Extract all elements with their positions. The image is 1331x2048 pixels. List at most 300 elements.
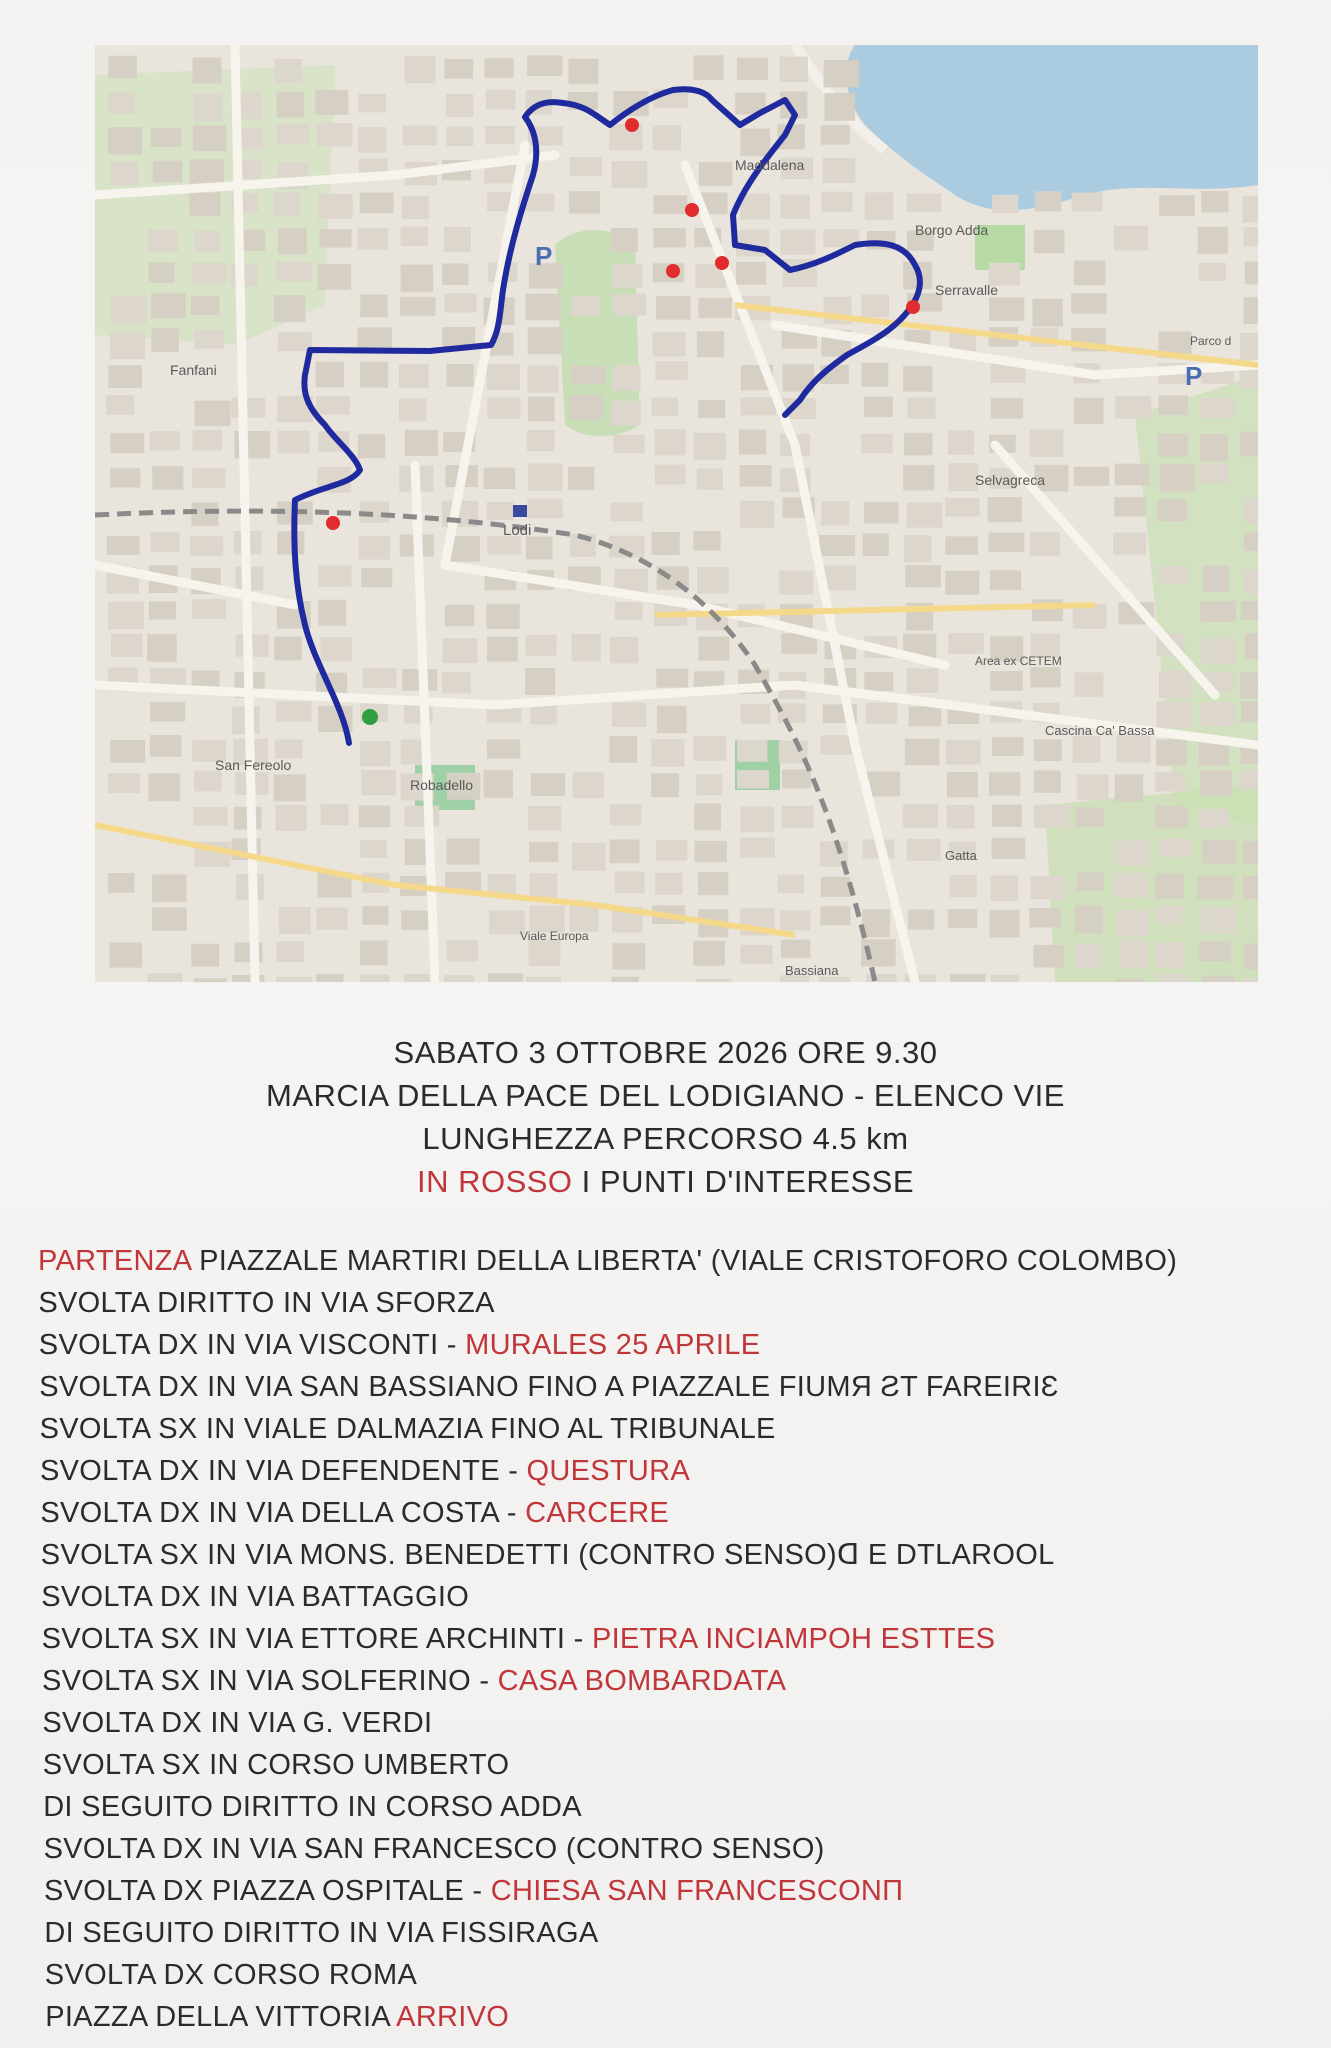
city-block	[1201, 639, 1236, 664]
city-block	[1200, 398, 1234, 417]
city-block	[866, 703, 897, 724]
city-block	[1243, 841, 1258, 864]
route-step	[39, 1324, 1318, 1366]
city-block	[572, 296, 600, 316]
route-step-red-suffix: CASA BOMBARDATA	[497, 1665, 787, 1697]
city-block	[697, 331, 724, 357]
city-block	[110, 468, 140, 487]
city-block	[1114, 841, 1149, 866]
city-block	[782, 769, 811, 788]
city-block	[1034, 805, 1070, 828]
city-block	[108, 365, 142, 388]
city-block	[152, 466, 183, 489]
city-block	[274, 59, 302, 83]
city-block	[1158, 434, 1188, 457]
city-block	[655, 465, 686, 485]
city-block	[190, 536, 223, 556]
city-block	[402, 196, 429, 219]
city-block	[990, 570, 1021, 590]
city-block	[693, 531, 720, 551]
city-block	[401, 265, 433, 293]
city-block	[1159, 396, 1188, 416]
city-block	[358, 434, 385, 458]
city-block	[866, 974, 896, 982]
city-block	[1242, 978, 1258, 982]
city-block	[782, 806, 814, 828]
city-block	[358, 94, 386, 112]
city-block	[318, 194, 353, 219]
route-step	[42, 1660, 1318, 1702]
city-block	[358, 228, 388, 250]
city-block	[399, 398, 426, 421]
city-block	[358, 127, 386, 152]
city-block	[656, 296, 690, 320]
city-block	[444, 227, 471, 252]
route-step	[41, 1534, 1318, 1576]
route-step-text: SVOLTA SX IN VIA MONS. BENEDETTI (CONTRO SENSO)ꓷ E DTLAROOL	[40, 1539, 1055, 1571]
city-block	[191, 263, 226, 283]
city-block	[612, 703, 646, 727]
city-block	[1114, 873, 1147, 898]
city-block	[1156, 906, 1182, 924]
city-block	[1071, 293, 1106, 313]
city-block	[321, 804, 349, 825]
city-block	[861, 294, 889, 317]
city-block	[1202, 907, 1237, 933]
city-block	[399, 364, 429, 388]
city-block	[108, 773, 140, 793]
legend-red-label: IN ROSSO	[416, 1164, 573, 1199]
city-block	[1029, 908, 1061, 927]
city-block	[1244, 570, 1258, 595]
city-block	[525, 193, 554, 211]
city-block	[107, 536, 140, 555]
city-block	[572, 634, 601, 661]
city-block	[1157, 701, 1192, 728]
city-block	[315, 90, 348, 115]
city-block	[613, 294, 647, 315]
city-block	[1117, 910, 1148, 936]
city-block	[694, 803, 721, 830]
city-block	[444, 59, 473, 79]
city-block	[1245, 262, 1258, 285]
city-block	[991, 398, 1023, 418]
parking-icon: P	[535, 241, 553, 271]
map-label: Bassiana	[785, 963, 839, 978]
city-block	[615, 602, 643, 620]
route-step-red-suffix: ARRIVO	[396, 2001, 510, 2033]
city-block	[361, 568, 392, 587]
route-step-text: SVOLTA DX IN VIA SAN FRANCESCO (CONTRO SENSO)	[43, 1833, 825, 1865]
city-block	[192, 430, 222, 451]
route-step-text: SVOLTA DX IN VIA VISCONTI -	[38, 1329, 466, 1361]
city-block	[737, 740, 767, 762]
city-block	[530, 873, 558, 900]
city-block	[108, 127, 142, 154]
city-block	[149, 263, 175, 283]
city-block	[109, 92, 135, 113]
city-block	[821, 877, 851, 897]
route-step-text: DI SEGUITO DIRITTO IN VIA FISSIRAGA	[44, 1917, 599, 1949]
city-block	[445, 293, 477, 312]
city-block	[907, 668, 938, 693]
city-block	[231, 398, 265, 418]
city-block	[111, 634, 142, 657]
city-block	[527, 366, 558, 393]
route-step-text: SVOLTA SX IN VIA ETTORE ARCHINTI -	[41, 1623, 592, 1655]
city-block	[780, 57, 808, 82]
city-block	[1245, 499, 1258, 524]
city-block	[447, 839, 480, 865]
city-block	[148, 773, 180, 801]
poi-carcere	[685, 203, 699, 217]
city-block	[110, 161, 139, 185]
city-block	[1034, 770, 1061, 792]
city-block	[447, 364, 474, 387]
city-block	[150, 431, 180, 450]
city-block	[610, 804, 641, 825]
city-block	[484, 770, 513, 798]
city-block	[277, 92, 304, 118]
route-step-red-suffix: CHIESA SAN FRANCESCONП	[490, 1875, 904, 1907]
city-block	[151, 128, 181, 147]
city-block	[698, 400, 725, 418]
city-block	[612, 943, 645, 969]
city-block	[444, 975, 474, 982]
city-block	[1240, 672, 1258, 698]
city-block	[277, 262, 312, 282]
city-block	[1115, 774, 1144, 801]
city-block	[904, 535, 931, 562]
city-block	[152, 874, 186, 902]
city-block	[276, 977, 312, 982]
city-block	[150, 735, 182, 757]
route-step-text: SVOLTA DX PIAZZA OSPITALE -	[44, 1875, 491, 1907]
city-block	[697, 567, 729, 593]
city-block	[526, 977, 561, 982]
route-step-text: PIAZZA DELLA VITTORIA	[45, 2001, 397, 2033]
city-block	[819, 535, 855, 556]
city-block	[1199, 263, 1226, 281]
city-block	[527, 499, 562, 519]
city-block	[360, 193, 394, 214]
city-block	[1241, 601, 1258, 620]
map-label: San Fereolo	[215, 757, 292, 773]
route-step	[38, 1240, 1318, 1282]
city-block	[149, 601, 176, 619]
city-block	[1030, 532, 1060, 556]
city-block	[1242, 196, 1258, 223]
city-block	[945, 498, 979, 516]
city-block	[274, 193, 301, 215]
city-block	[778, 875, 804, 894]
city-block	[191, 296, 219, 315]
city-block	[698, 872, 728, 895]
route-step-red-prefix: PARTENZA	[38, 1245, 191, 1277]
city-block	[573, 772, 604, 798]
city-block	[696, 979, 731, 982]
city-block	[487, 637, 518, 662]
city-block	[1240, 770, 1258, 790]
city-block	[317, 123, 353, 146]
city-block	[528, 939, 560, 966]
city-block	[824, 93, 855, 121]
city-block	[693, 941, 725, 966]
city-block	[190, 159, 224, 184]
city-block	[194, 771, 222, 792]
city-block	[948, 909, 977, 928]
city-block	[1245, 943, 1258, 969]
city-block	[275, 739, 303, 758]
city-block	[1077, 873, 1104, 891]
city-block	[111, 296, 147, 323]
poi-casa-bombardata	[715, 256, 729, 270]
city-block	[862, 909, 890, 937]
city-block	[610, 637, 638, 664]
city-block	[610, 502, 642, 521]
city-block	[1115, 464, 1150, 486]
city-block	[740, 837, 775, 857]
city-block	[612, 977, 639, 982]
city-block	[527, 55, 562, 75]
city-block	[486, 604, 519, 629]
city-block	[945, 536, 978, 554]
city-block	[1077, 774, 1109, 800]
city-block	[945, 571, 979, 595]
city-block	[1075, 944, 1102, 969]
city-block	[1159, 195, 1194, 216]
city-block	[359, 806, 390, 828]
city-block	[821, 125, 850, 145]
city-block	[1115, 396, 1151, 419]
city-block	[1240, 431, 1258, 456]
city-block	[487, 364, 520, 390]
city-block	[907, 397, 935, 418]
route-step	[43, 1744, 1318, 1786]
city-block	[110, 331, 145, 359]
city-block	[277, 941, 304, 962]
city-block	[613, 435, 644, 453]
city-block	[821, 735, 853, 755]
city-block	[319, 229, 351, 247]
city-block	[570, 905, 599, 931]
city-block	[1155, 873, 1183, 898]
city-block	[903, 465, 934, 490]
city-block	[153, 161, 182, 182]
city-block	[655, 429, 686, 455]
city-block	[442, 264, 468, 285]
city-block	[1157, 499, 1186, 521]
route-step-red-suffix: CARCERE	[525, 1497, 670, 1529]
city-block	[446, 94, 473, 117]
city-block	[1119, 940, 1148, 968]
city-block	[318, 566, 351, 587]
city-block	[443, 638, 477, 663]
city-block	[193, 57, 222, 83]
city-block	[948, 463, 978, 491]
city-block	[612, 161, 648, 188]
city-block	[1035, 191, 1061, 211]
route-steps-list	[38, 1240, 1318, 2038]
city-block	[569, 191, 600, 213]
city-block	[1034, 230, 1065, 253]
city-block	[1032, 599, 1063, 621]
city-block	[487, 502, 514, 520]
city-block	[1202, 975, 1234, 982]
route-step	[43, 1786, 1318, 1828]
city-block	[1030, 876, 1066, 899]
city-block	[528, 327, 563, 354]
city-block	[1155, 806, 1187, 829]
city-block	[990, 910, 1020, 938]
city-block	[191, 944, 219, 967]
city-block	[1074, 467, 1109, 486]
route-step-red-suffix: QUESTURA	[526, 1455, 691, 1487]
route-length: LUNGHEZZA PERCORSO 4.5 km	[422, 1121, 909, 1156]
route-step	[41, 1576, 1318, 1618]
city-block	[1033, 945, 1064, 968]
city-block	[360, 974, 389, 982]
city-block	[1160, 838, 1192, 857]
city-block	[316, 396, 350, 415]
city-block	[903, 804, 938, 828]
city-block	[864, 397, 893, 418]
city-block	[320, 637, 352, 661]
route-step	[40, 1408, 1318, 1450]
city-block	[277, 124, 310, 144]
map-label: Area ex CETEM	[975, 654, 1062, 668]
map-label: Robadello	[410, 777, 474, 793]
city-block	[740, 945, 772, 964]
city-block	[865, 192, 893, 219]
city-block	[778, 703, 806, 722]
city-block	[905, 739, 939, 765]
city-block	[908, 910, 934, 930]
route-step-red-suffix: PIETRA INCIAMPOH ESTTES	[591, 1623, 996, 1655]
city-block	[572, 843, 606, 871]
city-block	[189, 193, 220, 216]
city-block	[992, 805, 1022, 827]
city-block	[360, 362, 388, 388]
city-block	[531, 773, 565, 796]
route-step-text: DI SEGUITO DIRITTO IN CORSO ADDA	[43, 1791, 582, 1823]
city-block	[1241, 701, 1258, 722]
city-block	[278, 228, 307, 254]
map-label: Viale Europa	[520, 929, 589, 943]
city-block	[741, 704, 770, 724]
city-block	[820, 906, 850, 925]
city-block	[861, 434, 892, 453]
city-block	[1158, 566, 1189, 584]
city-block	[989, 297, 1024, 320]
city-block	[194, 978, 227, 982]
route-step	[45, 1996, 1318, 2038]
city-block	[652, 532, 680, 555]
city-block	[273, 774, 305, 801]
map-label: Fanfani	[170, 362, 217, 378]
city-block	[903, 366, 932, 392]
legend-line	[0, 1164, 1331, 1200]
city-block	[401, 226, 429, 245]
city-block	[609, 736, 637, 763]
city-block	[446, 126, 473, 146]
city-block	[988, 497, 1022, 522]
city-block	[446, 940, 477, 962]
city-block	[192, 468, 225, 489]
city-block	[405, 56, 435, 84]
city-block	[195, 401, 231, 426]
city-block	[527, 430, 554, 451]
city-block	[401, 911, 431, 930]
city-block	[992, 195, 1018, 213]
city-block	[1072, 193, 1103, 212]
city-block	[947, 772, 978, 797]
city-block	[191, 503, 218, 526]
city-block	[909, 706, 942, 726]
city-block	[570, 157, 602, 176]
city-block	[651, 773, 679, 797]
city-block	[277, 531, 304, 554]
city-block	[149, 230, 178, 252]
city-block	[152, 907, 187, 930]
city-block	[615, 871, 645, 893]
city-block	[1076, 808, 1104, 827]
city-block	[148, 973, 183, 982]
city-block	[1030, 429, 1064, 457]
city-block	[1244, 297, 1258, 324]
start-point	[362, 709, 378, 725]
city-block	[740, 193, 770, 219]
map-label: Serravalle	[935, 282, 999, 298]
city-block	[698, 298, 732, 318]
city-block	[571, 366, 606, 385]
city-block	[528, 397, 555, 422]
city-block	[656, 840, 688, 860]
city-block	[907, 193, 941, 212]
event-title: MARCIA DELLA PACE DEL LODIGIANO - ELENCO VIE	[266, 1078, 1065, 1113]
city-block	[653, 125, 681, 150]
city-block	[905, 565, 941, 587]
city-block	[1075, 905, 1103, 933]
city-block	[699, 637, 730, 661]
city-block	[780, 230, 815, 255]
city-block	[947, 805, 975, 829]
city-block	[991, 975, 1019, 982]
city-block	[697, 469, 723, 490]
city-block	[484, 468, 516, 489]
city-block	[110, 740, 145, 762]
city-block	[737, 770, 769, 788]
city-block	[823, 158, 856, 183]
city-block	[316, 362, 344, 388]
city-block	[610, 840, 640, 864]
route-step-text: PIAZZALE MARTIRI DELLA LIBERTA' (VIALE CRISTOFORO COLOMBO)	[190, 1245, 1178, 1277]
city-block	[1156, 739, 1187, 765]
city-block	[195, 231, 221, 252]
city-block	[904, 433, 933, 455]
city-block	[486, 89, 516, 109]
city-block	[488, 973, 523, 982]
city-block	[525, 294, 560, 321]
city-block	[862, 363, 889, 387]
city-block	[611, 228, 638, 252]
city-block	[274, 295, 305, 322]
city-block	[611, 401, 641, 426]
city-block	[1155, 772, 1186, 791]
city-block	[1159, 671, 1192, 698]
city-block	[360, 294, 387, 317]
city-block	[780, 195, 809, 219]
